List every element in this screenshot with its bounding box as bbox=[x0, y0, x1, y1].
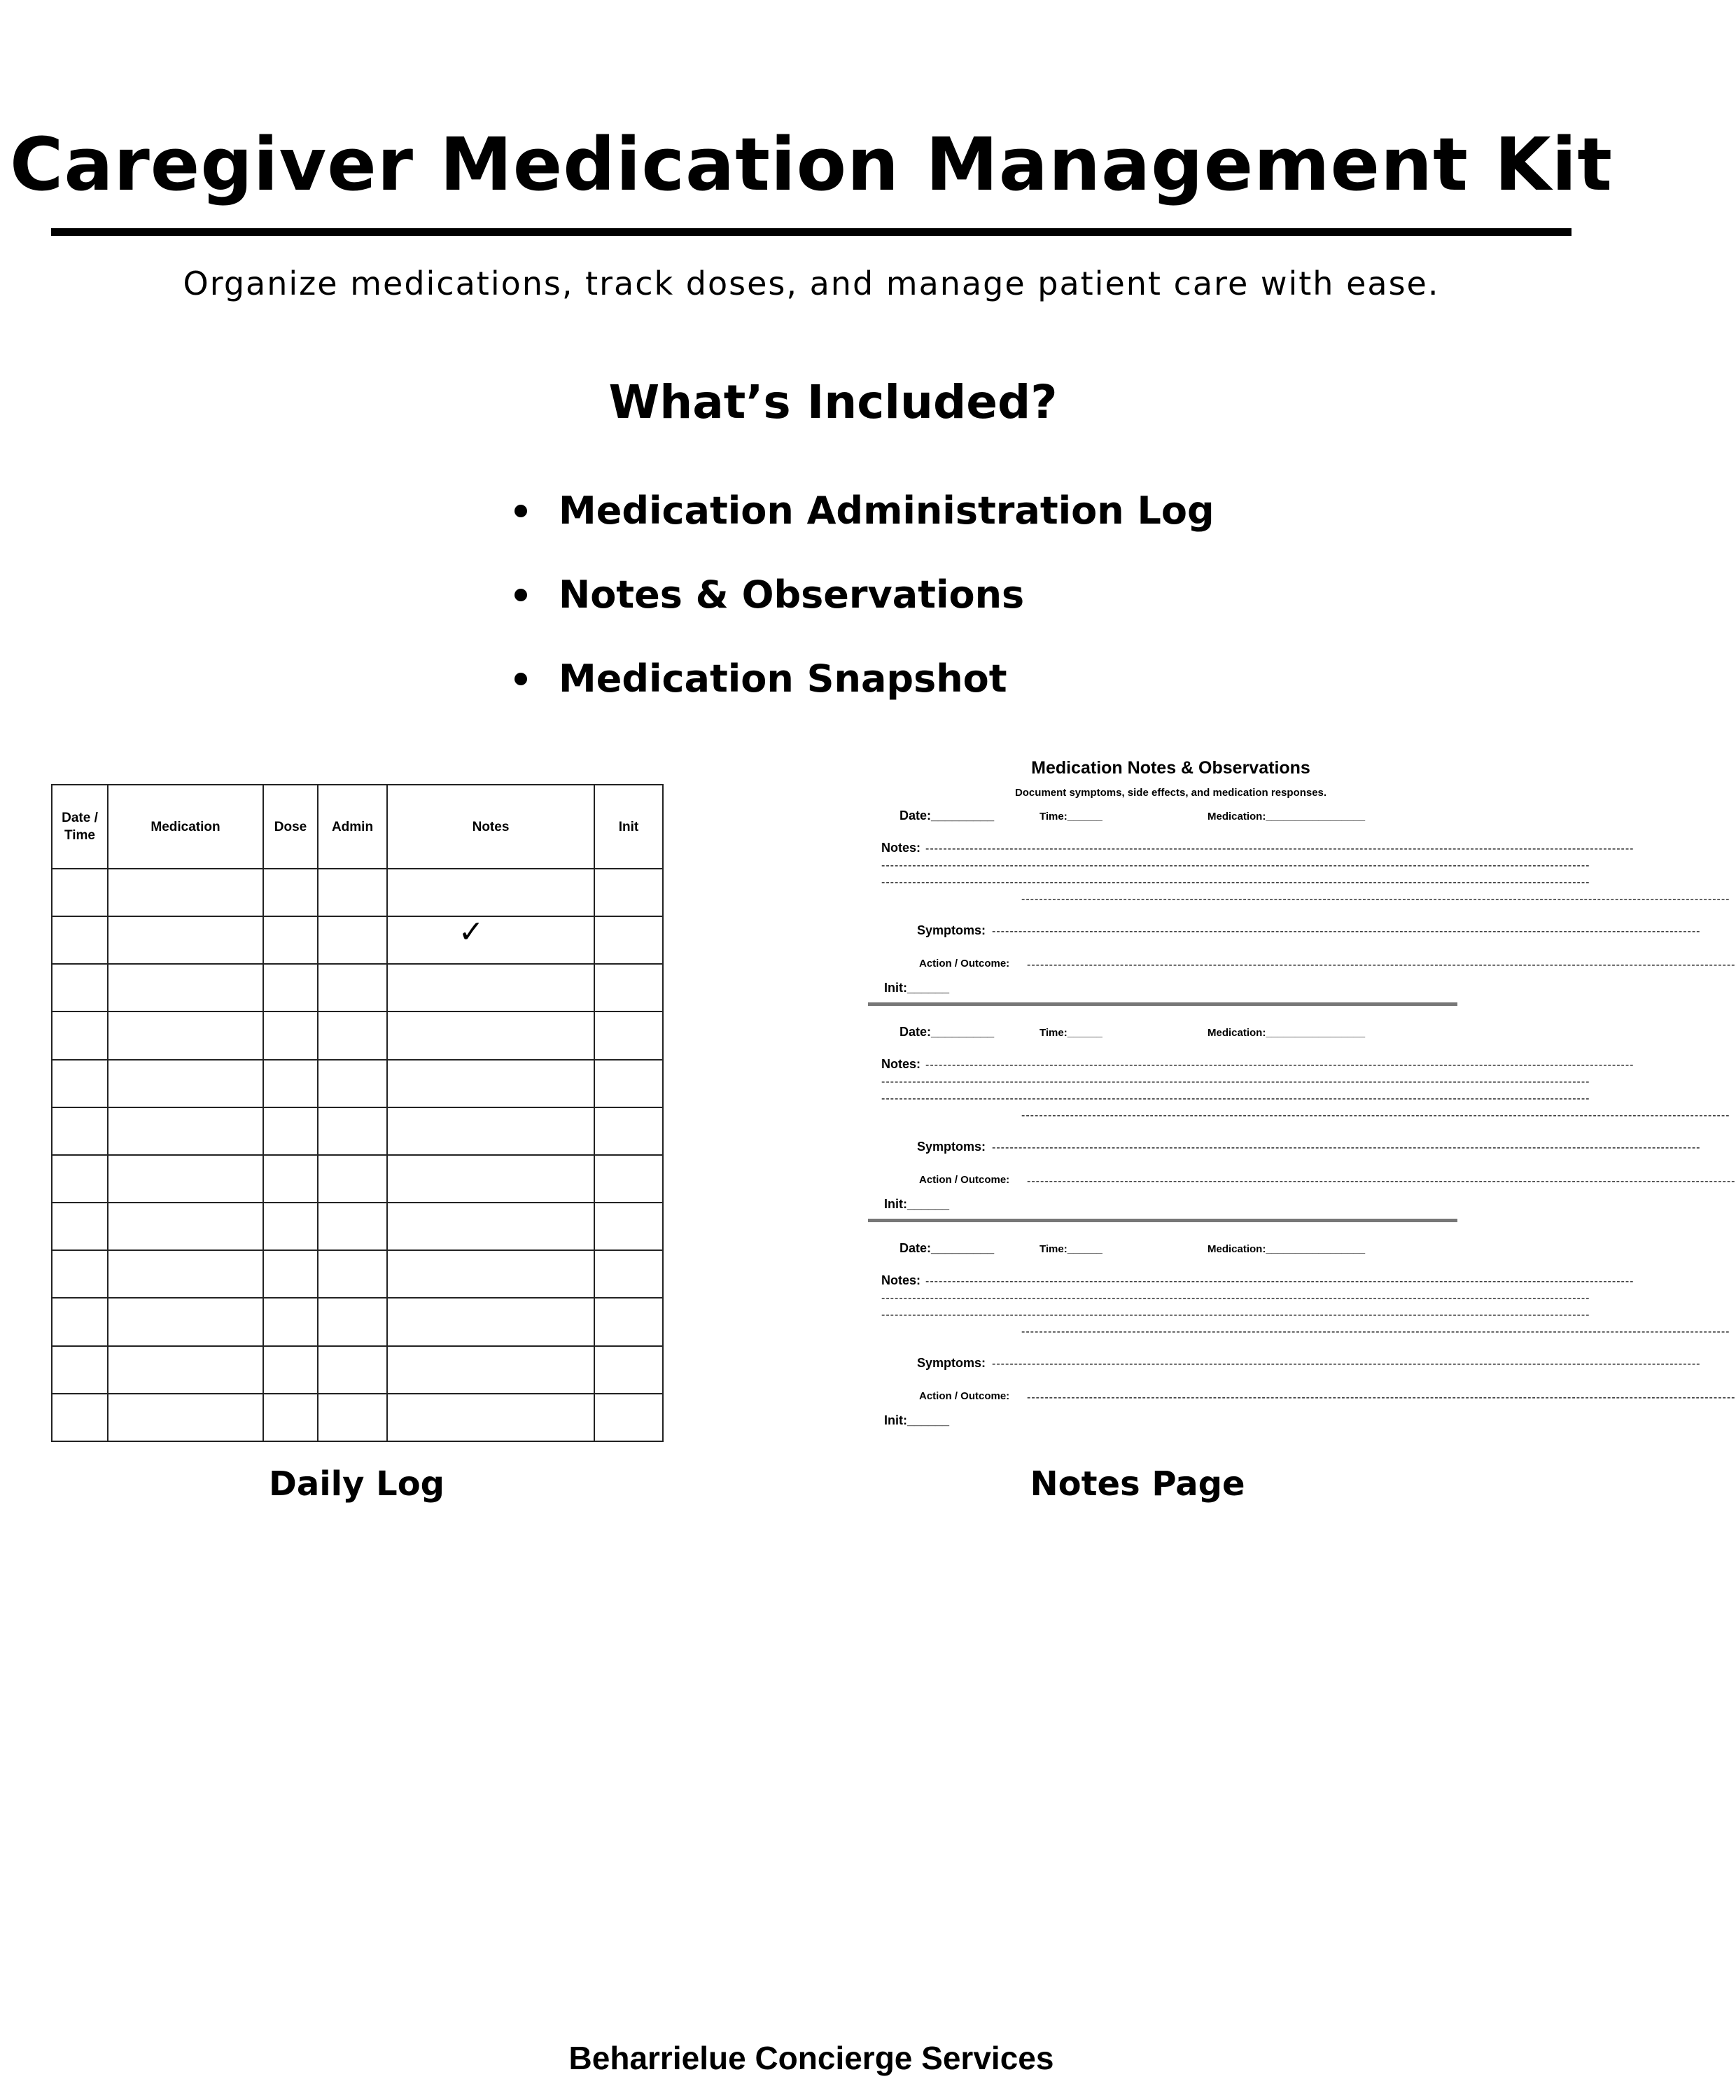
title-underline bbox=[51, 228, 1572, 236]
time-field: Time:______ bbox=[1040, 1243, 1102, 1255]
table-cell bbox=[594, 1394, 663, 1441]
table-row bbox=[52, 869, 663, 916]
notes-line: ---------------------------------------------------------------------------------------------------------------------------------------------------------------- bbox=[925, 1059, 1634, 1071]
table-cell bbox=[263, 1394, 318, 1441]
table-cell bbox=[108, 964, 263, 1011]
table-cell bbox=[387, 1250, 594, 1298]
table-cell bbox=[108, 1298, 263, 1345]
action-line: ---------------------------------------------------------------------------------------------------------------------------------------------------------------- bbox=[1027, 1392, 1736, 1404]
table-cell bbox=[108, 1203, 263, 1250]
table-cell bbox=[263, 1155, 318, 1203]
table-cell bbox=[594, 1298, 663, 1345]
table-cell bbox=[594, 1107, 663, 1155]
table-cell bbox=[263, 869, 318, 916]
column-header-admin: Admin bbox=[318, 785, 387, 869]
column-header-date-time bbox=[52, 785, 108, 869]
table-cell bbox=[318, 1203, 387, 1250]
table-cell bbox=[318, 869, 387, 916]
table-row bbox=[52, 1011, 663, 1059]
table-cell bbox=[387, 1107, 594, 1155]
page-title: Caregiver Medication Management Kit bbox=[10, 122, 1613, 207]
table-cell bbox=[387, 1298, 594, 1345]
notes-field-label: Notes: bbox=[881, 1057, 921, 1071]
notes-entry bbox=[868, 1240, 1736, 1450]
table-cell bbox=[52, 1394, 108, 1441]
column-header-notes: Notes bbox=[387, 785, 594, 869]
table-cell bbox=[318, 1011, 387, 1059]
table-cell bbox=[594, 1060, 663, 1107]
page-subtitle: Organize medications, track doses, and manage patient care with ease. bbox=[183, 265, 1440, 302]
column-header-dose: Dose bbox=[263, 785, 318, 869]
init-field: Init:______ bbox=[884, 1413, 950, 1427]
included-item-label: Medication Snapshot bbox=[559, 657, 1007, 701]
table-cell bbox=[387, 1346, 594, 1394]
included-item-label: Notes & Observations bbox=[559, 573, 1025, 617]
time-field: Time:______ bbox=[1040, 1027, 1102, 1039]
action-field-label: Action / Outcome: bbox=[919, 1174, 1010, 1186]
entry-divider bbox=[868, 1219, 1457, 1222]
table-cell bbox=[387, 1155, 594, 1203]
date-field: Date:_________ bbox=[899, 1025, 995, 1039]
symptoms-field-label: Symptoms: bbox=[917, 923, 986, 937]
date-field: Date:_________ bbox=[899, 1241, 995, 1255]
table-cell bbox=[594, 1250, 663, 1298]
notes-page-title: Medication Notes & Observations bbox=[1031, 758, 1310, 778]
notes-line: ---------------------------------------------------------------------------------------------------------------------------------------------------------------- bbox=[881, 1292, 1590, 1304]
symptoms-line: ---------------------------------------------------------------------------------------------------------------------------------------------------------------- bbox=[992, 1142, 1701, 1154]
table-cell bbox=[108, 1250, 263, 1298]
table-cell bbox=[263, 1060, 318, 1107]
table-cell bbox=[108, 1346, 263, 1394]
action-field-label: Action / Outcome: bbox=[919, 1390, 1010, 1402]
column-header-medication: Medication bbox=[108, 785, 263, 869]
notes-field-label: Notes: bbox=[881, 1273, 921, 1287]
notes-page-preview bbox=[868, 752, 1736, 1452]
table-cell bbox=[263, 1346, 318, 1394]
table-cell bbox=[318, 916, 387, 964]
table-cell bbox=[52, 1203, 108, 1250]
action-line: ---------------------------------------------------------------------------------------------------------------------------------------------------------------- bbox=[1027, 959, 1736, 971]
table-cell bbox=[52, 1250, 108, 1298]
table-row bbox=[52, 1203, 663, 1250]
table-row bbox=[52, 964, 663, 1011]
table-cell bbox=[387, 1011, 594, 1059]
table-cell bbox=[318, 1107, 387, 1155]
notes-line: ---------------------------------------------------------------------------------------------------------------------------------------------------------------- bbox=[1021, 1326, 1730, 1338]
table-cell bbox=[263, 964, 318, 1011]
table-cell bbox=[263, 1203, 318, 1250]
included-item-snapshot bbox=[514, 651, 1214, 735]
table-cell bbox=[318, 1346, 387, 1394]
daily-log-header-row bbox=[52, 785, 663, 869]
notes-field-label: Notes: bbox=[881, 841, 921, 855]
notes-page-caption: Notes Page bbox=[1030, 1464, 1245, 1504]
table-row bbox=[52, 916, 663, 964]
notes-page-subtitle: Document symptoms, side effects, and medication responses. bbox=[1014, 787, 1327, 799]
notes-entry bbox=[868, 807, 1736, 1017]
footer-company-name: Beharrielue Concierge Services bbox=[568, 2040, 1054, 2076]
table-row bbox=[52, 1394, 663, 1441]
table-cell bbox=[387, 1394, 594, 1441]
table-cell bbox=[263, 916, 318, 964]
table-cell bbox=[318, 1298, 387, 1345]
table-row bbox=[52, 1060, 663, 1107]
table-cell bbox=[52, 1011, 108, 1059]
table-cell bbox=[108, 1394, 263, 1441]
bullet-icon bbox=[514, 673, 527, 685]
table-cell bbox=[108, 1107, 263, 1155]
table-cell bbox=[594, 1346, 663, 1394]
table-cell bbox=[594, 916, 663, 964]
table-cell bbox=[594, 869, 663, 916]
table-cell bbox=[52, 916, 108, 964]
table-row bbox=[52, 1155, 663, 1203]
whats-included-heading: What’s Included? bbox=[608, 375, 1058, 429]
daily-log-table bbox=[51, 784, 664, 1442]
table-cell bbox=[108, 1155, 263, 1203]
table-cell bbox=[108, 869, 263, 916]
included-item-notes bbox=[514, 567, 1214, 651]
medication-field: Medication:_________________ bbox=[1208, 811, 1366, 822]
symptoms-field-label: Symptoms: bbox=[917, 1356, 986, 1370]
medication-field: Medication:_________________ bbox=[1208, 1027, 1366, 1039]
table-cell bbox=[263, 1011, 318, 1059]
table-cell bbox=[52, 869, 108, 916]
table-cell bbox=[52, 1060, 108, 1107]
table-cell bbox=[387, 1203, 594, 1250]
date-field: Date:_________ bbox=[899, 808, 995, 822]
table-row bbox=[52, 1107, 663, 1155]
table-cell bbox=[108, 1060, 263, 1107]
notes-line: ---------------------------------------------------------------------------------------------------------------------------------------------------------------- bbox=[881, 1093, 1590, 1105]
notes-line: ---------------------------------------------------------------------------------------------------------------------------------------------------------------- bbox=[925, 1275, 1634, 1287]
notes-line: ---------------------------------------------------------------------------------------------------------------------------------------------------------------- bbox=[881, 1309, 1590, 1321]
header-label: Date / Time bbox=[62, 811, 98, 843]
column-header-init: Init bbox=[594, 785, 663, 869]
table-cell bbox=[318, 964, 387, 1011]
table-cell bbox=[52, 1298, 108, 1345]
symptoms-line: ---------------------------------------------------------------------------------------------------------------------------------------------------------------- bbox=[992, 1358, 1701, 1370]
notes-line: ---------------------------------------------------------------------------------------------------------------------------------------------------------------- bbox=[881, 1076, 1590, 1088]
notes-line: ---------------------------------------------------------------------------------------------------------------------------------------------------------------- bbox=[925, 843, 1634, 855]
init-field: Init:______ bbox=[884, 981, 950, 995]
table-cell bbox=[594, 964, 663, 1011]
symptoms-field-label: Symptoms: bbox=[917, 1140, 986, 1154]
table-cell bbox=[594, 1155, 663, 1203]
time-field: Time:______ bbox=[1040, 811, 1102, 822]
table-cell bbox=[318, 1060, 387, 1107]
action-line: ---------------------------------------------------------------------------------------------------------------------------------------------------------------- bbox=[1027, 1175, 1736, 1187]
table-cell bbox=[52, 1346, 108, 1394]
table-row bbox=[52, 1346, 663, 1394]
table-cell bbox=[52, 1107, 108, 1155]
checkmark-icon: ✓ bbox=[458, 914, 484, 949]
notes-line: ---------------------------------------------------------------------------------------------------------------------------------------------------------------- bbox=[1021, 1110, 1730, 1121]
table-cell bbox=[318, 1250, 387, 1298]
medication-field: Medication:_________________ bbox=[1208, 1243, 1366, 1255]
daily-log-caption: Daily Log bbox=[268, 1464, 445, 1504]
notes-line: ---------------------------------------------------------------------------------------------------------------------------------------------------------------- bbox=[881, 860, 1590, 872]
table-cell bbox=[263, 1107, 318, 1155]
table-cell bbox=[387, 869, 594, 916]
table-cell bbox=[52, 964, 108, 1011]
action-field-label: Action / Outcome: bbox=[919, 958, 1010, 969]
bullet-icon bbox=[514, 589, 527, 601]
table-cell bbox=[387, 964, 594, 1011]
bullet-icon bbox=[514, 505, 527, 517]
included-item-administration-log bbox=[514, 483, 1214, 567]
table-cell bbox=[263, 1298, 318, 1345]
init-field: Init:______ bbox=[884, 1197, 950, 1211]
table-cell bbox=[318, 1394, 387, 1441]
entry-divider bbox=[868, 1002, 1457, 1006]
table-row bbox=[52, 1298, 663, 1345]
table-row bbox=[52, 1250, 663, 1298]
table-cell bbox=[387, 1060, 594, 1107]
notes-line: ---------------------------------------------------------------------------------------------------------------------------------------------------------------- bbox=[881, 876, 1590, 888]
table-cell bbox=[594, 1203, 663, 1250]
daily-log-body bbox=[52, 869, 663, 1441]
included-item-label: Medication Administration Log bbox=[559, 489, 1214, 533]
table-cell bbox=[263, 1250, 318, 1298]
notes-entry bbox=[868, 1023, 1736, 1233]
table-cell bbox=[387, 916, 594, 964]
table-cell bbox=[52, 1155, 108, 1203]
table-cell bbox=[594, 1011, 663, 1059]
symptoms-line: ---------------------------------------------------------------------------------------------------------------------------------------------------------------- bbox=[992, 925, 1701, 937]
included-list bbox=[514, 483, 1214, 735]
notes-line: ---------------------------------------------------------------------------------------------------------------------------------------------------------------- bbox=[1021, 893, 1730, 905]
table-cell bbox=[318, 1155, 387, 1203]
table-cell bbox=[108, 916, 263, 964]
table-cell bbox=[108, 1011, 263, 1059]
